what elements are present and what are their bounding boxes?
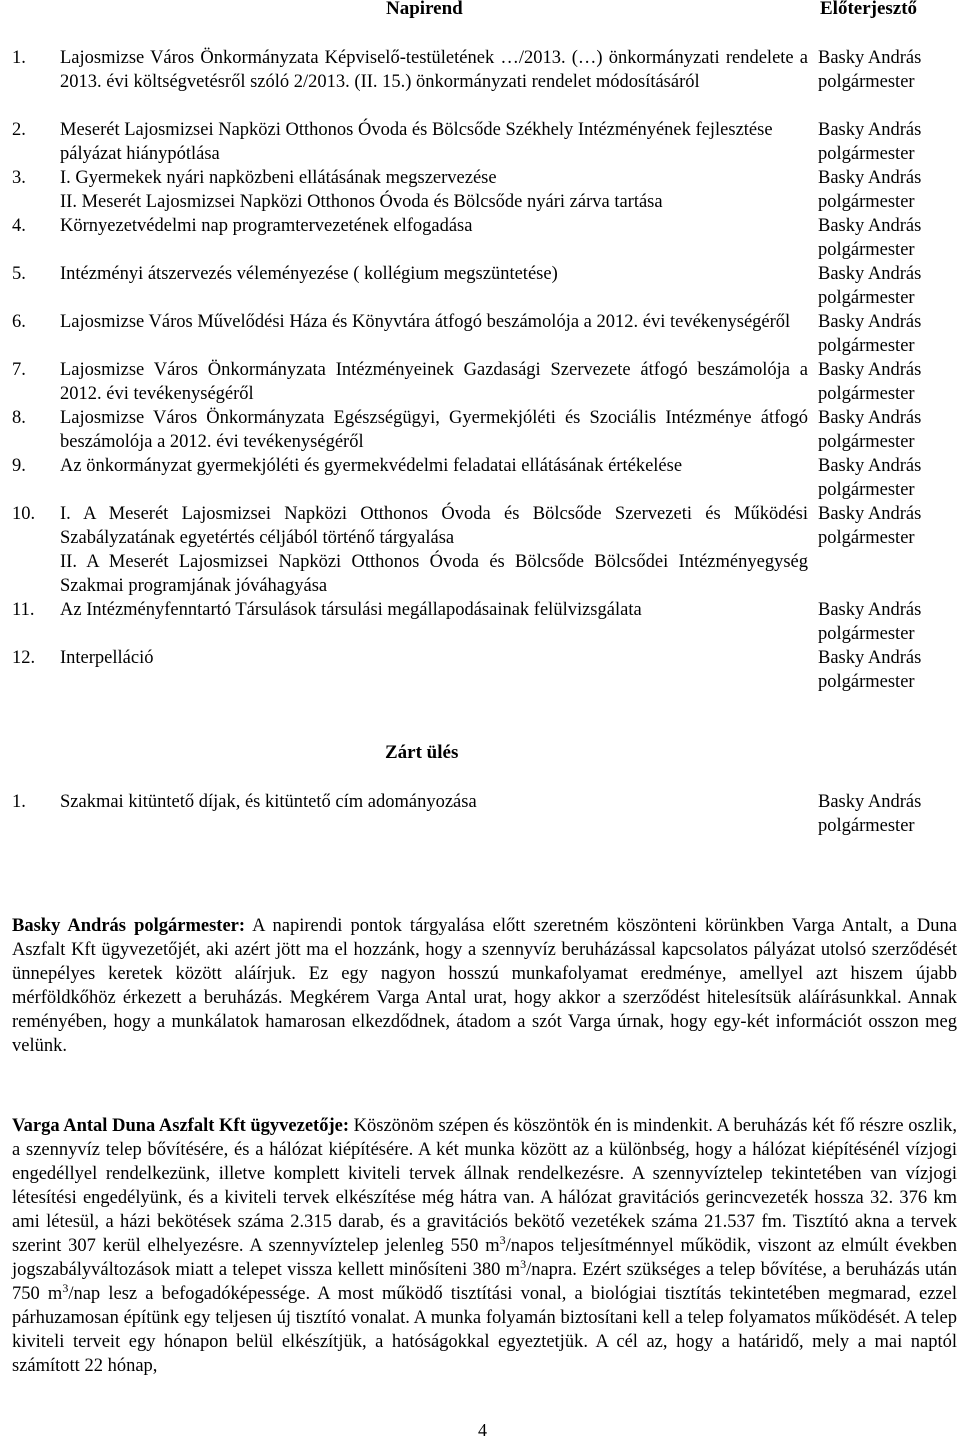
presenter-name: Basky András bbox=[818, 120, 922, 140]
speaker-name: Basky András polgármester: bbox=[12, 916, 246, 936]
item-topic: Intézményi átszervezés véleményezése ( kollégium megszüntetése) bbox=[60, 264, 558, 284]
page-number: 4 bbox=[478, 1420, 487, 1440]
speech-text: A napirendi pontok tárgyalása előtt szeretném köszönteni körünkben Varga Antalt, a Duna Aszfalt Kft ügyvezetőjét, aki azért jött ma el hozzánk, hogy a szennyvíz beruházással kapcsolatos pályázat utolsó szerződését ünnepélyes keretek között aláírjuk. Ez egy nagyon hosszú munkafolyamat eredménye, amellyel azt hiszem újabb mérföldkőhöz érkezett a beruházás. Megkérem Varga Antal urat, hogy akkor a szerződést hitelesítsük aláírásunkkal. Annak reményében, hogy a munkálatok hamarosan elkezdődnek, átadom a szót Varga úrnak, hogy egy-két információt osszon meg velünk. bbox=[12, 916, 957, 1056]
agenda-item bbox=[12, 790, 942, 838]
item-number: 11. bbox=[12, 600, 35, 620]
agenda-item bbox=[12, 406, 942, 454]
presenter-header: Előterjesztő bbox=[820, 0, 918, 19]
item-presenter bbox=[818, 310, 942, 358]
speech-text: /napos teljesítménnyel működik, viszont az elmúlt években jogszabályváltozások miatt a telepet vissza kellett minősíteni 380 m bbox=[12, 1236, 957, 1280]
item-number: 8. bbox=[12, 408, 26, 428]
item-topic: Környezetvédelmi nap programtervezetének elfogadása bbox=[60, 216, 473, 236]
presenter-role: polgármester bbox=[818, 432, 915, 452]
speech-text: /nap lesz a befogadóképessége. A most működő tisztítási vonal, a biológiai tisztítás tekintetében megmarad, ezzel párhuzamosan építünk egy teljesen új tisztító vonalat. A munka folyamán biztosítani kell a telep folyamatos működését. A telep kiviteli terveit egy hónapon belül elkészítjük, a hatóságokkal egyeztetjük. A cél az, hogy a határidő, mely a mai naptól számított 22 hónap, bbox=[12, 1284, 957, 1376]
item-topic: Interpelláció bbox=[60, 648, 154, 668]
presenter-role: polgármester bbox=[818, 288, 915, 308]
item-subtopic: II. A Meserét Lajosmizsei Napközi Otthonos Óvoda és Bölcsőde Bölcsődei Intézményegység Szakmai programjának jóváhagyása bbox=[60, 552, 808, 596]
item-number: 6. bbox=[12, 312, 26, 332]
agenda-item bbox=[12, 646, 942, 694]
presenter-role: polgármester bbox=[818, 336, 915, 356]
presenter-name: Basky András bbox=[818, 312, 922, 332]
item-topic bbox=[60, 502, 808, 598]
speech-paragraph bbox=[12, 1114, 957, 1378]
item-subtopic: I. A Meserét Lajosmizsei Napközi Otthonos Óvoda és Bölcsőde Szervezeti és Működési Szabályzatának egyetértés céljából történő tárgyalása bbox=[60, 504, 808, 548]
presenter-role: polgármester bbox=[818, 384, 915, 404]
item-topic: Lajosmizse Város Önkormányzata Egészségügyi, Gyermekjóléti és Szociális Intézménye átfogó beszámolója a 2012. évi tevékenységéről bbox=[60, 408, 808, 452]
item-presenter bbox=[818, 214, 942, 262]
speaker-name: Varga Antal Duna Aszfalt Kft ügyvezetője: bbox=[12, 1116, 349, 1136]
presenter-role: polgármester bbox=[818, 672, 915, 692]
item-presenter bbox=[818, 166, 942, 214]
agenda-list bbox=[12, 46, 942, 694]
speech-text: /napra. Ezért szükséges a telep bővítése, a beruházás után 750 m bbox=[12, 1260, 957, 1304]
agenda-item bbox=[12, 46, 942, 118]
presenter-name: Basky András bbox=[818, 600, 922, 620]
closed-session-title: Zárt ülés bbox=[385, 742, 459, 763]
item-subtopic: II. Meserét Lajosmizsei Napközi Otthonos Óvoda és Bölcsőde nyári zárva tartása bbox=[60, 192, 663, 212]
item-presenter bbox=[818, 118, 942, 166]
item-presenter bbox=[818, 262, 942, 310]
presenter-role: polgármester bbox=[818, 480, 915, 500]
item-presenter bbox=[818, 502, 942, 550]
presenter-name: Basky András bbox=[818, 168, 922, 188]
item-topic: Szakmai kitüntető díjak, és kitüntető cím adományozása bbox=[60, 792, 477, 812]
agenda-item bbox=[12, 358, 942, 406]
item-number: 10. bbox=[12, 504, 36, 524]
item-number: 7. bbox=[12, 360, 26, 380]
superscript: 3 bbox=[520, 1256, 527, 1271]
item-topic: Lajosmizse Város Művelődési Háza és Könyvtára átfogó beszámolója a 2012. évi tevékenységéről bbox=[60, 312, 791, 332]
item-presenter bbox=[818, 358, 942, 406]
item-topic: Az önkormányzat gyermekjóléti és gyermekvédelmi feladatai ellátásának értékelése bbox=[60, 456, 683, 476]
presenter-name: Basky András bbox=[818, 504, 922, 524]
presenter-name: Basky András bbox=[818, 264, 922, 284]
agenda-item bbox=[12, 502, 942, 598]
item-number: 3. bbox=[12, 168, 26, 188]
item-topic: Lajosmizse Város Önkormányzata Intézményeinek Gazdasági Szervezete átfogó beszámolója a 2012. évi tevékenységéről bbox=[60, 360, 808, 404]
speech-paragraph bbox=[12, 914, 957, 1058]
agenda-header: Napirend bbox=[386, 0, 463, 19]
presenter-role: polgármester bbox=[818, 816, 915, 836]
presenter-name: Basky András bbox=[818, 48, 922, 68]
speech-text: Köszönöm szépen és köszöntök én is mindenkit. A beruházás két fő részre oszlik, a szennyvíz telep bővítésére, és a hálózat kiépítésére. A két munka között az a különbség, hogy a hálózat kiépítésénél vízjogi engedéllyel rendelkezünk, illetve komplett kiviteli tervek állnak rendelkezésre. A szennyvíztelep tekintetében van vízjogi létesítési engedélyünk, és a kiviteli tervek elkészítése még hátra van. A hálózat gravitációs gerincvezeték hossza 32. 376 km ami létesül, a házi bekötések száma 2.315 darab, és a gravitációs bekötő vezetékek száma 21.537 fm. Tisztító akna a tervek szerint 307 kerül elhelyezésre. A szennyvíztelep jelenleg 550 m bbox=[12, 1116, 958, 1256]
item-topic: Meserét Lajosmizsei Napközi Otthonos Óvoda és Bölcsőde Székhely Intézményének fejlesztése pályázat hiánypótlása bbox=[60, 120, 773, 164]
presenter-name: Basky András bbox=[818, 360, 922, 380]
agenda-item bbox=[12, 598, 942, 646]
item-subtopic: I. Gyermekek nyári napközbeni ellátásának megszervezése bbox=[60, 168, 497, 188]
item-number: 2. bbox=[12, 120, 26, 140]
item-presenter bbox=[818, 454, 942, 502]
presenter-role: polgármester bbox=[818, 528, 915, 548]
agenda-item bbox=[12, 214, 942, 262]
agenda-item bbox=[12, 262, 942, 310]
presenter-name: Basky András bbox=[818, 456, 922, 476]
presenter-role: polgármester bbox=[818, 192, 915, 212]
presenter-name: Basky András bbox=[818, 408, 922, 428]
presenter-name: Basky András bbox=[818, 792, 922, 812]
agenda-item bbox=[12, 166, 942, 214]
presenter-role: polgármester bbox=[818, 624, 915, 644]
item-number: 1. bbox=[12, 48, 26, 68]
item-presenter bbox=[818, 46, 942, 94]
agenda-item bbox=[12, 118, 942, 166]
item-number: 1. bbox=[12, 792, 26, 812]
presenter-role: polgármester bbox=[818, 72, 915, 92]
presenter-role: polgármester bbox=[818, 144, 915, 164]
presenter-name: Basky András bbox=[818, 216, 922, 236]
agenda-item bbox=[12, 310, 942, 358]
item-number: 9. bbox=[12, 456, 26, 476]
superscript: 3 bbox=[499, 1232, 506, 1247]
item-number: 12. bbox=[12, 648, 36, 668]
item-presenter bbox=[818, 598, 942, 646]
agenda-item bbox=[12, 454, 942, 502]
item-presenter bbox=[818, 406, 942, 454]
item-number: 5. bbox=[12, 264, 26, 284]
item-presenter bbox=[818, 790, 942, 838]
superscript: 3 bbox=[62, 1280, 69, 1295]
presenter-role: polgármester bbox=[818, 240, 915, 260]
item-presenter bbox=[818, 646, 942, 694]
item-topic bbox=[60, 166, 808, 214]
item-topic: Lajosmizse Város Önkormányzata Képviselő-testületének …/2013. (…) önkormányzati rendelete a 2013. évi költségvetésről szóló 2/2013. (II. 15.) önkormányzati rendelet módosításáról bbox=[60, 48, 808, 92]
presenter-name: Basky András bbox=[818, 648, 922, 668]
item-number: 4. bbox=[12, 216, 26, 236]
item-topic: Az Intézményfenntartó Társulások társulási megállapodásainak felülvizsgálata bbox=[60, 600, 642, 620]
closed-session-list bbox=[12, 790, 942, 838]
